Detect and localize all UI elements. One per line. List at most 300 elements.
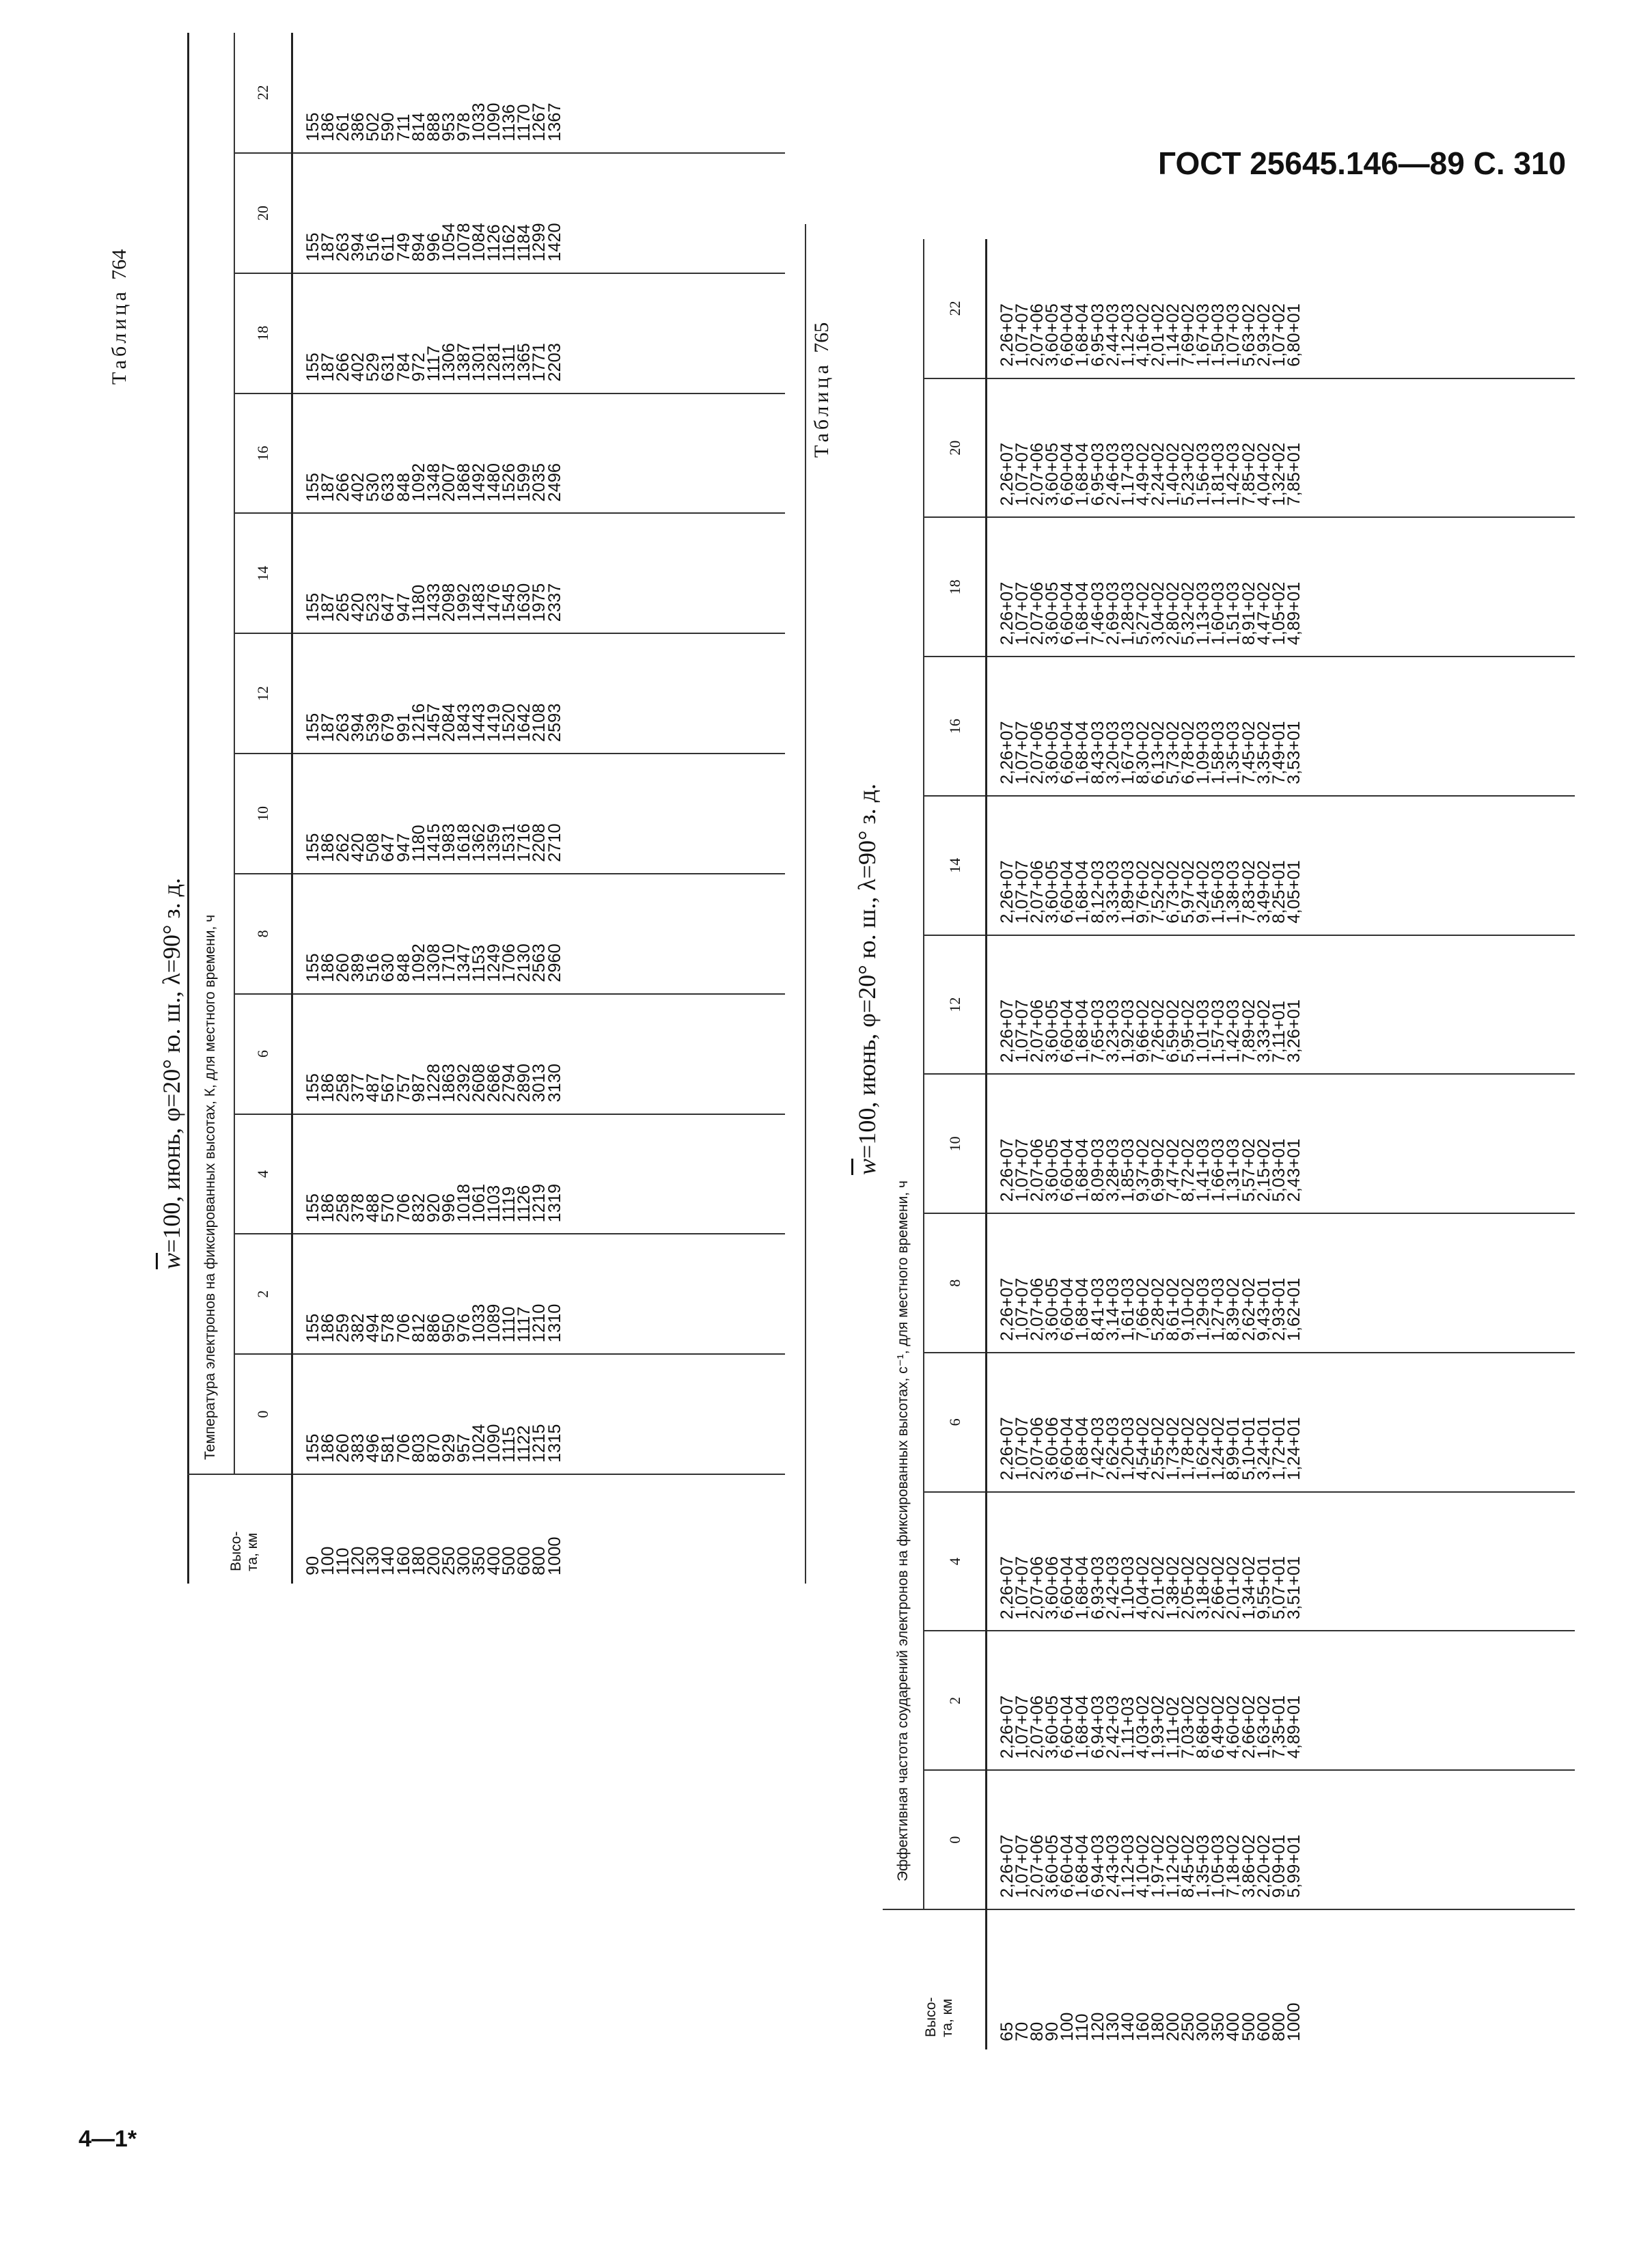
table-cell: 1,68+04 [1073, 443, 1092, 506]
height-value: 400 [1224, 2012, 1243, 2041]
table-cell: 155 [303, 112, 322, 142]
table-cell: 784 [394, 353, 413, 382]
table-cell: 2,07+06 [1028, 721, 1047, 784]
table-cell: 1,07+07 [1013, 721, 1032, 784]
table-cell: 3,60+05 [1043, 303, 1062, 367]
table-cell: 516 [363, 953, 383, 982]
time-header: 6 [924, 1353, 986, 1492]
height-value: 110 [1073, 2013, 1092, 2041]
table-cell: 1545 [499, 583, 519, 622]
table-cell: 1863 [439, 1064, 458, 1103]
table-cell: 386 [348, 112, 368, 142]
value-column [292, 513, 786, 633]
table-cell: 155 [303, 232, 322, 262]
table-cell: 894 [409, 232, 428, 262]
value-column [292, 393, 786, 514]
table-cell: 7,26+02 [1148, 999, 1168, 1063]
table-cell: 6,60+04 [1058, 999, 1077, 1063]
table-cell: 2,93+01 [1269, 1278, 1289, 1341]
table-cell: 2,26+07 [997, 1278, 1017, 1341]
table-cell: 1,05+03 [1209, 1834, 1228, 1898]
time-header: 18 [924, 518, 986, 657]
table-cell: 611 [378, 234, 398, 262]
table-cell: 6,49+02 [1209, 1695, 1228, 1759]
table-cell: 1301 [469, 343, 489, 382]
time-header: 2 [924, 1631, 986, 1771]
table-cell: 2,26+07 [997, 721, 1017, 784]
table-cell: 1,07+07 [1013, 860, 1032, 924]
table-cell: 2608 [469, 1064, 489, 1103]
table-cell: 1,24+02 [1209, 1417, 1228, 1480]
table-cell: 539 [363, 713, 383, 743]
table-cell: 5,95+02 [1179, 999, 1198, 1063]
table-cell: 1180 [409, 584, 428, 622]
table-cell: 266 [333, 353, 353, 382]
table-cell: 1180 [409, 825, 428, 862]
table-cell: 260 [333, 953, 353, 982]
table-cell: 3,60+05 [1043, 443, 1062, 506]
table-cell: 1,10+03 [1118, 1556, 1138, 1620]
time-header: 12 [234, 633, 292, 754]
table-cell: 1,92+03 [1118, 999, 1138, 1063]
table-cell: 2,26+07 [997, 303, 1017, 367]
table-cell: 1,35+03 [1194, 1834, 1213, 1898]
table-cell: 2,66+02 [1209, 1556, 1228, 1620]
table-cell: 848 [394, 953, 413, 982]
height-value: 250 [1179, 2012, 1198, 2041]
table-cell: 1306 [439, 343, 458, 382]
table-cell: 1092 [409, 463, 428, 502]
table-cell: 1,66+03 [1209, 1138, 1228, 1202]
table-cell: 3,60+05 [1043, 1834, 1062, 1898]
table-cell: 3,33+03 [1103, 860, 1123, 924]
table-cell: 1,51+03 [1224, 581, 1243, 646]
table-cell: 8,41+03 [1088, 1278, 1107, 1341]
table-cell: 647 [378, 833, 398, 862]
table-cell: 991 [394, 713, 413, 743]
table-cell: 888 [424, 112, 443, 142]
table-cell: 378 [348, 1193, 368, 1223]
table-cell: 1,68+04 [1073, 1138, 1092, 1202]
table-cell: 1153 [469, 945, 489, 982]
table-cell: 920 [424, 1193, 443, 1223]
time-header: 2 [234, 1234, 292, 1354]
table-cell: 5,27+02 [1133, 581, 1153, 646]
table-cell: 1,31+03 [1224, 1138, 1243, 1202]
table-cell: 2,07+06 [1028, 999, 1047, 1063]
table-cell: 5,73+02 [1164, 721, 1183, 784]
table-cell: 4,54+02 [1133, 1417, 1153, 1480]
table-cell: 1,07+03 [1224, 303, 1243, 367]
table-cell: 4,16+02 [1133, 303, 1153, 367]
table-cell: 567 [378, 1073, 398, 1103]
table-cell: 5,63+02 [1239, 303, 1258, 367]
table-cell: 261 [333, 112, 353, 142]
value-column [987, 935, 1575, 1075]
table-cell: 383 [348, 1433, 368, 1463]
table-cell: 1115 [499, 1426, 519, 1463]
table-cell: 3,60+06 [1043, 1417, 1062, 1480]
table-cell: 186 [318, 1433, 338, 1463]
table-cell: 1520 [499, 703, 519, 743]
table-cell: 4,03+02 [1133, 1695, 1153, 1759]
table-cell: 6,60+04 [1058, 581, 1077, 646]
table-cell: 1092 [409, 943, 428, 982]
table-cell: 4,49+02 [1133, 443, 1153, 506]
table-cell: 3,35+02 [1254, 721, 1274, 784]
table-cell: 6,60+04 [1058, 721, 1077, 784]
table-cell: 1,27+03 [1209, 1278, 1228, 1341]
table-cell: 389 [348, 953, 368, 982]
height-value: 500 [1239, 2012, 1258, 2041]
table-cell: 1,14+02 [1164, 303, 1183, 367]
table-cell: 711 [394, 113, 413, 142]
table-cell: 263 [333, 232, 353, 262]
table-cell: 2084 [439, 703, 458, 743]
table-cell: 749 [394, 232, 413, 262]
table-cell: 9,37+02 [1133, 1138, 1153, 1202]
table-cell: 4,04+02 [1254, 443, 1274, 506]
table-cell: 2890 [514, 1064, 534, 1103]
table-cell: 1419 [484, 703, 504, 743]
table-cell: 2,07+06 [1028, 1556, 1047, 1620]
table-cell: 1,68+04 [1073, 860, 1092, 924]
table-cell: 3,60+05 [1043, 860, 1062, 924]
value-column [987, 1213, 1575, 1353]
table-cell: 1267 [529, 102, 549, 142]
table-cell: 1,07+07 [1013, 1556, 1032, 1620]
table-cell: 1,20+03 [1118, 1417, 1138, 1480]
time-header: 0 [924, 1770, 986, 1909]
table-cell: 1,89+03 [1118, 860, 1138, 924]
table-cell: 1,56+03 [1194, 443, 1213, 506]
table-cell: 1299 [529, 223, 549, 262]
table-cell: 186 [318, 953, 338, 982]
table-cell: 6,60+04 [1058, 443, 1077, 506]
table-cell: 2960 [545, 943, 564, 982]
time-header: 0 [234, 1354, 292, 1474]
table-cell: 258 [333, 1193, 353, 1223]
table-cell: 2,07+06 [1028, 1695, 1047, 1759]
heights-column [987, 1909, 1575, 2049]
table-cell: 7,42+03 [1088, 1417, 1107, 1480]
table-cell: 7,65+03 [1088, 999, 1107, 1063]
table-cell: 2203 [545, 343, 564, 382]
table-cell: 2098 [439, 583, 458, 622]
table-cell: 1,17+03 [1118, 443, 1138, 506]
height-header: Высо- та, км [187, 1474, 292, 1584]
value-column [292, 1114, 786, 1234]
table-cell: 631 [378, 353, 398, 382]
table-cell: 516 [363, 232, 383, 262]
height-value: 200 [424, 1546, 443, 1575]
table-cell: 2,01+02 [1148, 1556, 1168, 1620]
table-cell: 1162 [499, 224, 519, 262]
table-cell: 1983 [439, 823, 458, 862]
table-cell: 1,09+03 [1194, 721, 1213, 784]
table-cell: 2,66+02 [1239, 1695, 1258, 1759]
table-cell: 3,60+05 [1043, 1278, 1062, 1341]
table-cell: 578 [378, 1313, 398, 1343]
table-cell: 803 [409, 1433, 428, 1463]
height-value: 100 [1058, 2012, 1077, 2041]
table-cell: 5,57+02 [1239, 1138, 1258, 1202]
height-value: 100 [318, 1546, 338, 1575]
height-value: 70 [1013, 2021, 1032, 2041]
table-cell: 1281 [484, 343, 504, 382]
table-cell: 1359 [484, 823, 504, 862]
time-header: 16 [234, 393, 292, 514]
table-cell: 1136 [499, 104, 519, 142]
table-cell: 494 [363, 1313, 383, 1343]
table-cell: 1716 [514, 823, 534, 862]
value-column [987, 1492, 1575, 1631]
table-cell: 2,26+07 [997, 581, 1017, 646]
table-cell: 1,68+04 [1073, 303, 1092, 367]
table-cell: 3,60+05 [1043, 1138, 1062, 1202]
table-cell: 1,58+03 [1209, 721, 1228, 784]
table-cell: 530 [363, 473, 383, 502]
table-cell: 402 [348, 473, 368, 502]
table-cell: 1706 [499, 943, 519, 982]
table-cell: 4,89+01 [1284, 1695, 1304, 1759]
table-cell: 1771 [529, 343, 549, 382]
table-cell: 2,01+02 [1224, 1556, 1243, 1620]
value-column [292, 273, 786, 393]
table-cell: 953 [439, 112, 458, 142]
table-cell: 1024 [469, 1424, 489, 1463]
table-cell: 8,45+02 [1179, 1834, 1198, 1898]
table-cell: 6,73+02 [1164, 860, 1183, 924]
table-cell: 1103 [484, 1185, 504, 1223]
table-cell: 8,99+01 [1224, 1417, 1243, 1480]
table-cell: 3,60+05 [1043, 721, 1062, 784]
table-cell: 1319 [545, 1183, 564, 1223]
table-cell: 972 [409, 353, 428, 382]
table-cell: 258 [333, 1073, 353, 1103]
table-cell: 4,89+01 [1284, 581, 1304, 646]
table-cell: 1362 [469, 823, 489, 862]
table-cell: 3,60+06 [1043, 1556, 1062, 1620]
value-column [987, 1353, 1575, 1492]
table-cell: 186 [318, 112, 338, 142]
height-value: 1000 [1284, 2002, 1304, 2041]
table-cell: 2,43+03 [1103, 1834, 1123, 1898]
height-value: 90 [303, 1556, 322, 1575]
table-cell: 420 [348, 833, 368, 862]
table-cell: 3,33+02 [1254, 999, 1274, 1063]
height-value: 300 [1194, 2012, 1213, 2041]
table-cell: 1975 [529, 583, 549, 622]
table-cell: 1,62+02 [1194, 1417, 1213, 1480]
table-cell: 7,89+02 [1239, 999, 1258, 1063]
table-cell: 6,13+02 [1148, 721, 1168, 784]
table-cell: 2,26+07 [997, 999, 1017, 1063]
table-cell: 3,51+01 [1284, 1556, 1304, 1620]
table-cell: 8,39+02 [1224, 1278, 1243, 1341]
table-cell: 1476 [484, 583, 504, 622]
table-cell: 4,60+02 [1224, 1695, 1243, 1759]
table-cell: 706 [394, 1193, 413, 1223]
table-cell: 6,94+03 [1088, 1695, 1107, 1759]
page-number: 4—1* [79, 2126, 137, 2152]
time-header: 6 [234, 994, 292, 1114]
table-cell: 1868 [454, 463, 473, 502]
table-cell: 2,07+06 [1028, 581, 1047, 646]
table-cell: 155 [303, 953, 322, 982]
table-cell: 1122 [514, 1425, 534, 1463]
table-cell: 1184 [514, 224, 534, 262]
table-cell: 1310 [545, 1303, 564, 1343]
table-cell: 496 [363, 1433, 383, 1463]
table-cell: 263 [333, 713, 353, 743]
table-cell: 4,10+02 [1133, 1834, 1153, 1898]
table-cell: 2,43+01 [1284, 1138, 1304, 1202]
table-cell: 7,85+02 [1239, 443, 1258, 506]
table-cell: 1110 [499, 1306, 519, 1343]
table-cell: 3,28+03 [1103, 1138, 1123, 1202]
table-cell: 1090 [484, 1424, 504, 1463]
table-cell: 2,07+06 [1028, 303, 1047, 367]
time-header: 18 [234, 273, 292, 393]
table-cell: 3,60+05 [1043, 581, 1062, 646]
table-cell: 4,47+02 [1254, 581, 1274, 646]
time-header: 22 [924, 239, 986, 378]
table-cell: 706 [394, 1313, 413, 1343]
table-cell: 1,68+04 [1073, 999, 1092, 1063]
table-cell: 1126 [484, 224, 504, 262]
table-cell: 2,24+02 [1148, 443, 1168, 506]
value-column [987, 796, 1575, 935]
time-header: 22 [234, 33, 292, 153]
table-cell: 1,07+07 [1013, 303, 1032, 367]
value-column [987, 1631, 1575, 1771]
table-cell: 2,26+07 [997, 1695, 1017, 1759]
height-header: Высо- та, км [883, 1909, 987, 2049]
table-cell: 1457 [424, 703, 443, 743]
table-cell: 2,69+03 [1103, 581, 1123, 646]
table-cell: 187 [318, 232, 338, 262]
table-cell: 155 [303, 1193, 322, 1223]
table-cell: 1,38+03 [1224, 860, 1243, 924]
table-cell: 508 [363, 833, 383, 862]
height-value: 400 [484, 1546, 504, 1575]
table-cell: 1,07+07 [1013, 1834, 1032, 1898]
value-column [292, 33, 786, 153]
table-cell: 1843 [454, 703, 473, 743]
table-cell: 1117 [424, 345, 443, 382]
table-cell: 523 [363, 592, 383, 622]
table-764 [108, 85, 757, 1584]
table-cell: 6,60+04 [1058, 1695, 1077, 1759]
table-cell: 7,83+02 [1239, 860, 1258, 924]
table-cell: 6,60+04 [1058, 1138, 1077, 1202]
table-cell: 1033 [469, 1303, 489, 1343]
table-cell: 1,13+03 [1194, 581, 1213, 646]
height-value: 350 [1209, 2012, 1228, 2041]
height-value: 800 [1269, 2012, 1289, 2041]
table-cell: 8,30+02 [1133, 721, 1153, 784]
table-cell: 1315 [545, 1424, 564, 1463]
height-value: 800 [529, 1546, 549, 1575]
table-764-title: $\overline{w}=100$, июнь, φ=20° ю. ш., λ=90° з. д. [158, 878, 185, 1269]
table-cell: 2,07+06 [1028, 443, 1047, 506]
height-value: 80 [1028, 2021, 1047, 2041]
height-value: 130 [1103, 2012, 1123, 2041]
table-cell: 1,63+02 [1254, 1695, 1274, 1759]
table-cell: 3013 [529, 1064, 549, 1103]
page-header: ГОСТ 25645.146—89 С. 310 [1158, 146, 1567, 181]
table-cell: 7,45+02 [1239, 721, 1258, 784]
table-cell: 1,12+02 [1164, 1834, 1183, 1898]
table-cell: 5,28+02 [1148, 1278, 1168, 1341]
table-765-title: $\overline{w}=100$, июнь, φ=20° ю. ш., λ=90° з. д. [853, 784, 881, 1175]
table-cell: 886 [424, 1313, 443, 1343]
heights-column [292, 1474, 786, 1584]
time-header: 16 [924, 657, 986, 796]
table-cell: 8,61+02 [1164, 1278, 1183, 1341]
table-cell: 1126 [514, 1185, 534, 1223]
height-value: 120 [1088, 2012, 1107, 2041]
height-value: 65 [997, 2021, 1017, 2041]
table-cell: 1,29+03 [1194, 1278, 1213, 1341]
table-cell: 2,15+02 [1254, 1138, 1274, 1202]
table-cell: 9,43+01 [1254, 1278, 1274, 1341]
table-cell: 2496 [545, 463, 564, 502]
table-cell: 1170 [514, 104, 534, 142]
table-cell: 1,68+04 [1073, 721, 1092, 784]
table-764-subheader: Температура электронов на фиксированных высотах, К, для местного времени, ч [187, 33, 234, 1474]
table-cell: 1,81+03 [1209, 443, 1228, 506]
table-cell: 1215 [529, 1424, 549, 1463]
value-column [987, 1075, 1575, 1214]
table-cell: 1,41+03 [1194, 1138, 1213, 1202]
table-cell: 3,60+05 [1043, 1695, 1062, 1759]
value-column [987, 657, 1575, 796]
table-cell: 6,78+02 [1179, 721, 1198, 784]
table-cell: 1033 [469, 102, 489, 142]
table-cell: 402 [348, 353, 368, 382]
table-cell: 187 [318, 592, 338, 622]
table-cell: 1,11+03 [1118, 1696, 1138, 1759]
table-cell: 3,60+05 [1043, 999, 1062, 1063]
table-cell: 186 [318, 1193, 338, 1223]
table-cell: 1,32+02 [1269, 443, 1289, 506]
table-cell: 1,57+03 [1209, 999, 1228, 1063]
table-cell: 5,03+01 [1269, 1138, 1289, 1202]
table-cell: 848 [394, 473, 413, 502]
table-cell: 1,93+02 [1148, 1695, 1168, 1759]
table-cell: 1,24+01 [1284, 1417, 1304, 1480]
table-cell: 757 [394, 1073, 413, 1103]
time-header: 20 [234, 153, 292, 273]
table-cell: 1089 [484, 1303, 504, 1343]
table-cell: 1433 [424, 583, 443, 622]
table-cell: 7,66+02 [1133, 1278, 1153, 1341]
table-cell: 1084 [469, 223, 489, 262]
table-cell: 2,05+02 [1179, 1556, 1198, 1620]
table-cell: 1,01+03 [1194, 999, 1213, 1063]
table-cell: 2,46+03 [1103, 443, 1123, 506]
table-cell: 1,68+04 [1073, 1556, 1092, 1620]
table-cell: 947 [394, 833, 413, 862]
height-value: 500 [499, 1546, 519, 1575]
table-cell: 186 [318, 1073, 338, 1103]
table-cell: 1,67+03 [1118, 721, 1138, 784]
table-cell: 3,20+03 [1103, 721, 1123, 784]
table-cell: 155 [303, 1073, 322, 1103]
table-cell: 1642 [514, 703, 534, 743]
